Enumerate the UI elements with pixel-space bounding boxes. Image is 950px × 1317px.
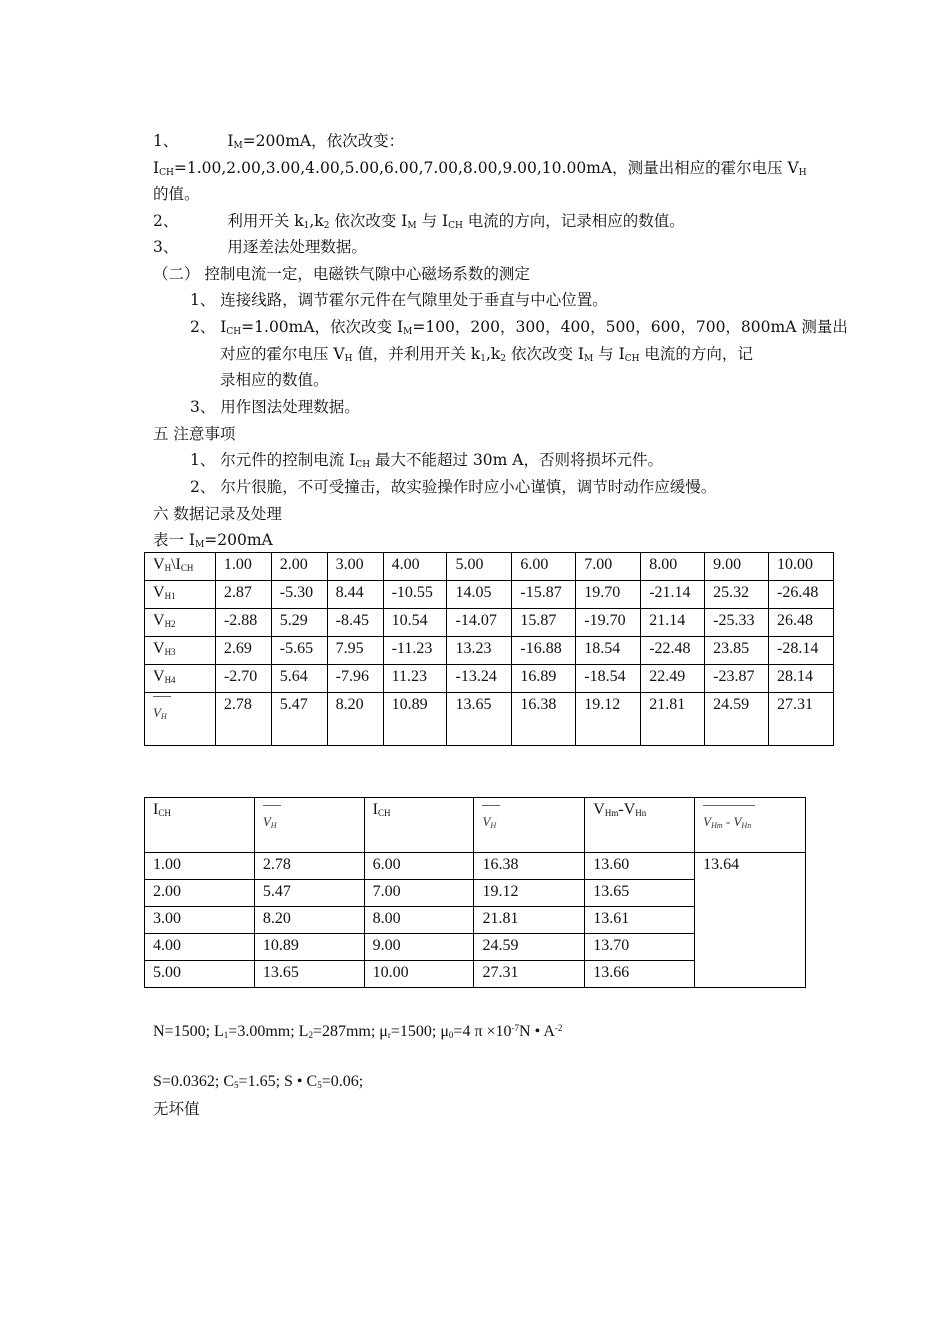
- table-2-header: $I_{CH}$: [364, 798, 474, 853]
- table-1-header: 6.00: [512, 553, 576, 581]
- table-cell: -5.30: [271, 581, 327, 609]
- section-2-item-1: 1、 连接线路，调节霍尔元件在气隙里处于垂直与中心位置。: [190, 291, 608, 309]
- step-1-im: $I_M=200mA$，依次改变：: [227, 132, 405, 151]
- table-cell: 28.14: [769, 665, 834, 693]
- table-cell: -5.65: [271, 637, 327, 665]
- section-2-heading: （二） 控制电流一定，电磁铁气隙中心磁场系数的测定: [153, 265, 530, 283]
- table-cell: 19.12: [576, 693, 641, 746]
- row-label: $V_{H4}$: [145, 665, 216, 693]
- table-cell: 14.05: [447, 581, 512, 609]
- table-cell: -16.88: [512, 637, 576, 665]
- table-1-header: 3.00: [327, 553, 383, 581]
- table-cell: 27.31: [474, 961, 585, 988]
- table-2-header: $I_{CH}$: [145, 798, 255, 853]
- table-cell: 9.00: [364, 934, 474, 961]
- step-1-currents: $I_{CH}=1.00,2.00,3.00,4.00,5.00,6.00,7.00,8.00,9.00,10.00mA$，测量出相应的霍尔电压 $V_H$: [153, 159, 807, 178]
- table-cell: 8.20: [254, 907, 364, 934]
- table-cell: -14.07: [447, 609, 512, 637]
- table-cell: -21.14: [641, 581, 705, 609]
- table-cell: 13.65: [585, 880, 695, 907]
- step-1-tail: 的值。: [153, 185, 200, 203]
- table-2-header: $V_{Hm} - V_{Hn}$: [695, 798, 806, 853]
- table-cell: 8.00: [364, 907, 474, 934]
- table-cell: 22.49: [641, 665, 705, 693]
- table-cell: 8.44: [327, 581, 383, 609]
- table-cell: 13.61: [585, 907, 695, 934]
- table-cell: 5.00: [145, 961, 255, 988]
- table-2-header-row: [145, 798, 806, 853]
- table-cell: 5.47: [254, 880, 364, 907]
- table-1-header: 7.00: [576, 553, 641, 581]
- table-cell: 21.14: [641, 609, 705, 637]
- table-cell: 16.38: [474, 853, 585, 880]
- average-cell: 13.64: [695, 853, 806, 988]
- table-cell: -28.14: [769, 637, 834, 665]
- table-cell: 13.60: [585, 853, 695, 880]
- table-cell: 18.54: [576, 637, 641, 665]
- parameters-line: N=1500; $L_1=3.00mm$; $L_2=287mm$; $\mu_r=1500$; $\mu_0=4$ $\pi \times 10^{-7}N$ • $A^{-2}$: [153, 1023, 563, 1040]
- table-1-header: 1.00: [215, 553, 271, 581]
- table-1-header-row: [145, 553, 834, 581]
- table-1-header: 9.00: [705, 553, 769, 581]
- table-cell: 2.87: [215, 581, 271, 609]
- table-cell: 2.78: [254, 853, 364, 880]
- table-cell: 13.23: [447, 637, 512, 665]
- table-cell: 13.70: [585, 934, 695, 961]
- row-label: $V_{H1}$: [145, 581, 216, 609]
- table-cell: 10.89: [254, 934, 364, 961]
- table-cell: 10.00: [364, 961, 474, 988]
- section-2-item-3: 3、 用作图法处理数据。: [190, 398, 360, 416]
- mean-label: $V_H$: [145, 693, 216, 746]
- section-2-item-2: 2、 $I_{CH}=1.00mA$，依次改变 $I_M=100$，200，300，400，500，600，700，800mA 测量出: [190, 318, 848, 337]
- table-cell: 8.20: [327, 693, 383, 746]
- table-cell: -11.23: [383, 637, 447, 665]
- table-1-header: 2.00: [271, 553, 327, 581]
- table-cell: 21.81: [641, 693, 705, 746]
- table-cell: -26.48: [769, 581, 834, 609]
- row-label: $V_{H3}$: [145, 637, 216, 665]
- table-cell: -23.87: [705, 665, 769, 693]
- table-1-header: 5.00: [447, 553, 512, 581]
- table-cell: 13.66: [585, 961, 695, 988]
- table-1-header: 4.00: [383, 553, 447, 581]
- table-cell: 13.65: [447, 693, 512, 746]
- table-1-caption: 表一 $I_M=200mA$: [153, 531, 273, 550]
- table-row: [145, 581, 834, 609]
- table-cell: -2.70: [215, 665, 271, 693]
- no-outliers-note: 无坏值: [153, 1100, 200, 1118]
- table-cell: 7.95: [327, 637, 383, 665]
- table-cell: -25.33: [705, 609, 769, 637]
- table-cell: -15.87: [512, 581, 576, 609]
- table-cell: 19.12: [474, 880, 585, 907]
- table-cell: 19.70: [576, 581, 641, 609]
- table-cell: 25.32: [705, 581, 769, 609]
- table-cell: 23.85: [705, 637, 769, 665]
- table-cell: 10.89: [383, 693, 447, 746]
- table-cell: 5.47: [271, 693, 327, 746]
- table-row: [145, 609, 834, 637]
- table-cell: 13.65: [254, 961, 364, 988]
- results-line: S=0.0362; $C_5=1.65$; S • $C_5=0.06$;: [153, 1073, 364, 1090]
- section-6-heading: 六 数据记录及处理: [153, 505, 282, 523]
- table-cell: 6.00: [364, 853, 474, 880]
- table-cell: 15.87: [512, 609, 576, 637]
- table-row: [145, 637, 834, 665]
- table-cell: -13.24: [447, 665, 512, 693]
- table-2-header: $V_H$: [474, 798, 585, 853]
- step-3-line: 3、 用逐差法处理数据。: [153, 238, 367, 256]
- table-cell: 10.54: [383, 609, 447, 637]
- table-cell: 2.78: [215, 693, 271, 746]
- table-cell: 5.29: [271, 609, 327, 637]
- table-cell: 21.81: [474, 907, 585, 934]
- table-cell: -19.70: [576, 609, 641, 637]
- table-cell: -22.48: [641, 637, 705, 665]
- table-cell: 26.48: [769, 609, 834, 637]
- table-cell: 24.59: [474, 934, 585, 961]
- table-cell: -7.96: [327, 665, 383, 693]
- section-2-item-2-line2: 对应的霍尔电压 $V_H$ 值，并利用开关 $k_1,k_2$ 依次改变 $I_M$ 与 $I_{CH}$ 电流的方向，记: [220, 345, 753, 364]
- table-cell: 2.69: [215, 637, 271, 665]
- step-1-line: [153, 131, 404, 156]
- table-1-header: 10.00: [769, 553, 834, 581]
- table-2-header: $V_H$: [254, 798, 364, 853]
- table-cell: 3.00: [145, 907, 255, 934]
- table-cell: -18.54: [576, 665, 641, 693]
- table-1-corner: $V_H\backslash I_{CH}$: [145, 553, 216, 581]
- table-cell: 16.38: [512, 693, 576, 746]
- table-cell: 27.31: [769, 693, 834, 746]
- section-2-item-2-line3: 录相应的数值。: [220, 371, 329, 389]
- table-1: [144, 552, 834, 746]
- table-2-header: $V_{Hm}-V_{Hn}$: [585, 798, 695, 853]
- table-cell: 7.00: [364, 880, 474, 907]
- note-2: 2、 尔片很脆，不可受撞击，故实验操作时应小心谨慎，调节时动作应缓慢。: [190, 478, 717, 496]
- table-row: [145, 665, 834, 693]
- table-cell: -10.55: [383, 581, 447, 609]
- note-1: 1、 尔元件的控制电流 $I_{CH}$ 最大不能超过 30m A，否则将损坏元件。: [190, 451, 663, 470]
- table-cell: 24.59: [705, 693, 769, 746]
- table-2: [144, 797, 806, 988]
- row-label: $V_{H2}$: [145, 609, 216, 637]
- table-cell: 11.23: [383, 665, 447, 693]
- table-cell: 4.00: [145, 934, 255, 961]
- table-cell: 5.64: [271, 665, 327, 693]
- table-cell: 1.00: [145, 853, 255, 880]
- step-2-line: 2、 利用开关 $k_1,k_2$ 依次改变 $I_M$ 与 $I_{CH}$ 电流的方向，记录相应的数值。: [153, 212, 685, 231]
- table-row: [145, 853, 806, 880]
- section-5-heading: 五 注意事项: [153, 425, 236, 443]
- table-1-header: 8.00: [641, 553, 705, 581]
- table-cell: 16.89: [512, 665, 576, 693]
- table-cell: -2.88: [215, 609, 271, 637]
- step-1-number: 1、: [153, 132, 179, 150]
- table-cell: -8.45: [327, 609, 383, 637]
- table-mean-row: [145, 693, 834, 746]
- table-cell: 2.00: [145, 880, 255, 907]
